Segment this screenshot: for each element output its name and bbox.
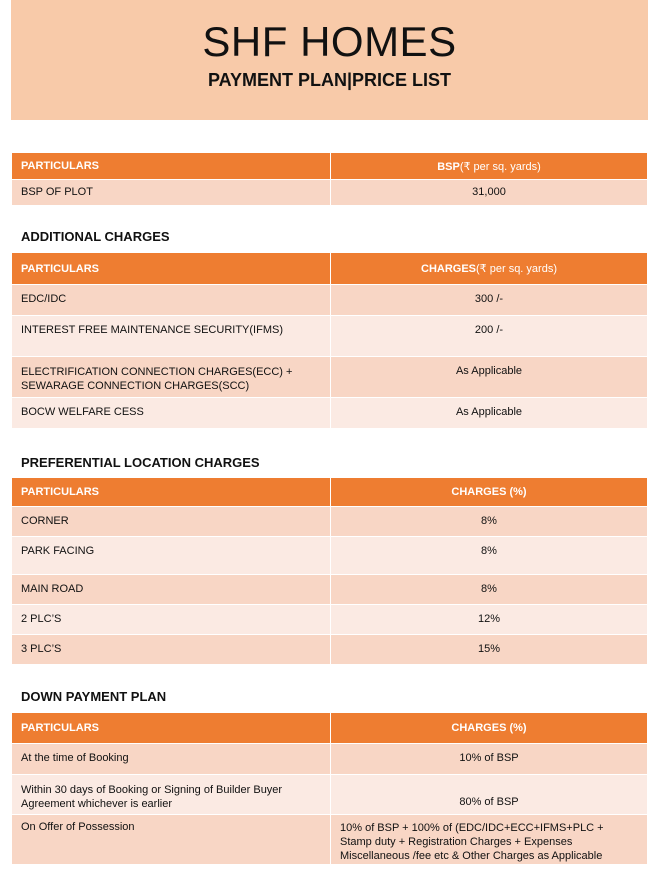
row-particular: MAIN ROAD <box>12 575 331 605</box>
row-particular: 2 PLC’S <box>12 605 331 635</box>
row-value: 8% <box>331 575 648 605</box>
row-particular: BOCW WELFARE CESS <box>12 398 331 429</box>
row-particular: BSP OF PLOT <box>12 180 331 206</box>
row-value: 80% of BSP <box>331 775 648 815</box>
table-row <box>12 605 648 635</box>
row-particular: On Offer of Possession <box>12 815 331 865</box>
page-subtitle: PAYMENT PLAN|PRICE LIST <box>207 70 452 90</box>
row-value: 10% of BSP + 100% of (EDC/IDC+ECC+IFMS+PLC + Stamp duty + Registration Charges + Expenses Miscellaneous /fee etc & Other Charges as Applicable <box>331 815 648 865</box>
row-value: 8% <box>331 537 648 575</box>
section-heading-down-payment: DOWN PAYMENT PLAN <box>21 689 167 704</box>
table-row <box>12 507 648 537</box>
table-header-row <box>12 478 648 507</box>
table-header-row <box>12 713 648 744</box>
row-particular: Within 30 days of Booking or Signing of Builder Buyer Agreement whichever is earlier <box>12 775 331 815</box>
row-particular: 3 PLC’S <box>12 635 331 665</box>
row-value: As Applicable <box>331 398 648 429</box>
table-row <box>12 815 648 865</box>
row-value: 31,000 <box>331 180 648 206</box>
row-value: 8% <box>331 507 648 537</box>
column-header-charges: CHARGES (%) <box>331 478 648 507</box>
row-particular: At the time of Booking <box>12 744 331 775</box>
row-particular: ELECTRIFICATION CONNECTION CHARGES(ECC) + SEWARAGE CONNECTION CHARGES(SCC) <box>12 357 331 398</box>
column-header-particulars: PARTICULARS <box>12 478 331 507</box>
table-header-row <box>12 253 648 285</box>
row-value: 15% <box>331 635 648 665</box>
row-particular: EDC/IDC <box>12 285 331 316</box>
column-header-particulars: PARTICULARS <box>12 153 331 180</box>
row-particular: CORNER <box>12 507 331 537</box>
column-header-particulars: PARTICULARS <box>12 713 331 744</box>
page-title: SHF HOMES <box>202 18 457 65</box>
column-header-bsp: BSP(₹ per sq. yards) <box>331 153 648 180</box>
row-particular: PARK FACING <box>12 537 331 575</box>
table-row <box>12 316 648 357</box>
section-heading-plc: PREFERENTIAL LOCATION CHARGES <box>21 455 260 470</box>
column-header-particulars: PARTICULARS <box>12 253 331 285</box>
header-banner <box>11 0 648 120</box>
column-header-charges: CHARGES(₹ per sq. yards) <box>331 253 648 285</box>
additional-charges-table <box>11 252 648 429</box>
row-value: 300 /- <box>331 285 648 316</box>
row-particular: INTEREST FREE MAINTENANCE SECURITY(IFMS) <box>12 316 331 357</box>
table-header-row <box>12 153 648 180</box>
row-value: 200 /- <box>331 316 648 357</box>
table-row <box>12 635 648 665</box>
table-row <box>12 775 648 815</box>
table-row <box>12 575 648 605</box>
row-value: 10% of BSP <box>331 744 648 775</box>
table-row <box>12 744 648 775</box>
row-value: As Applicable <box>331 357 648 398</box>
down-payment-table <box>11 712 648 865</box>
bsp-table <box>11 152 648 206</box>
table-row <box>12 537 648 575</box>
plc-table <box>11 477 648 665</box>
table-row <box>12 285 648 316</box>
row-value: 12% <box>331 605 648 635</box>
table-row <box>12 398 648 429</box>
table-row <box>12 357 648 398</box>
section-heading-additional: ADDITIONAL CHARGES <box>21 229 170 244</box>
column-header-charges: CHARGES (%) <box>331 713 648 744</box>
table-row <box>12 180 648 206</box>
